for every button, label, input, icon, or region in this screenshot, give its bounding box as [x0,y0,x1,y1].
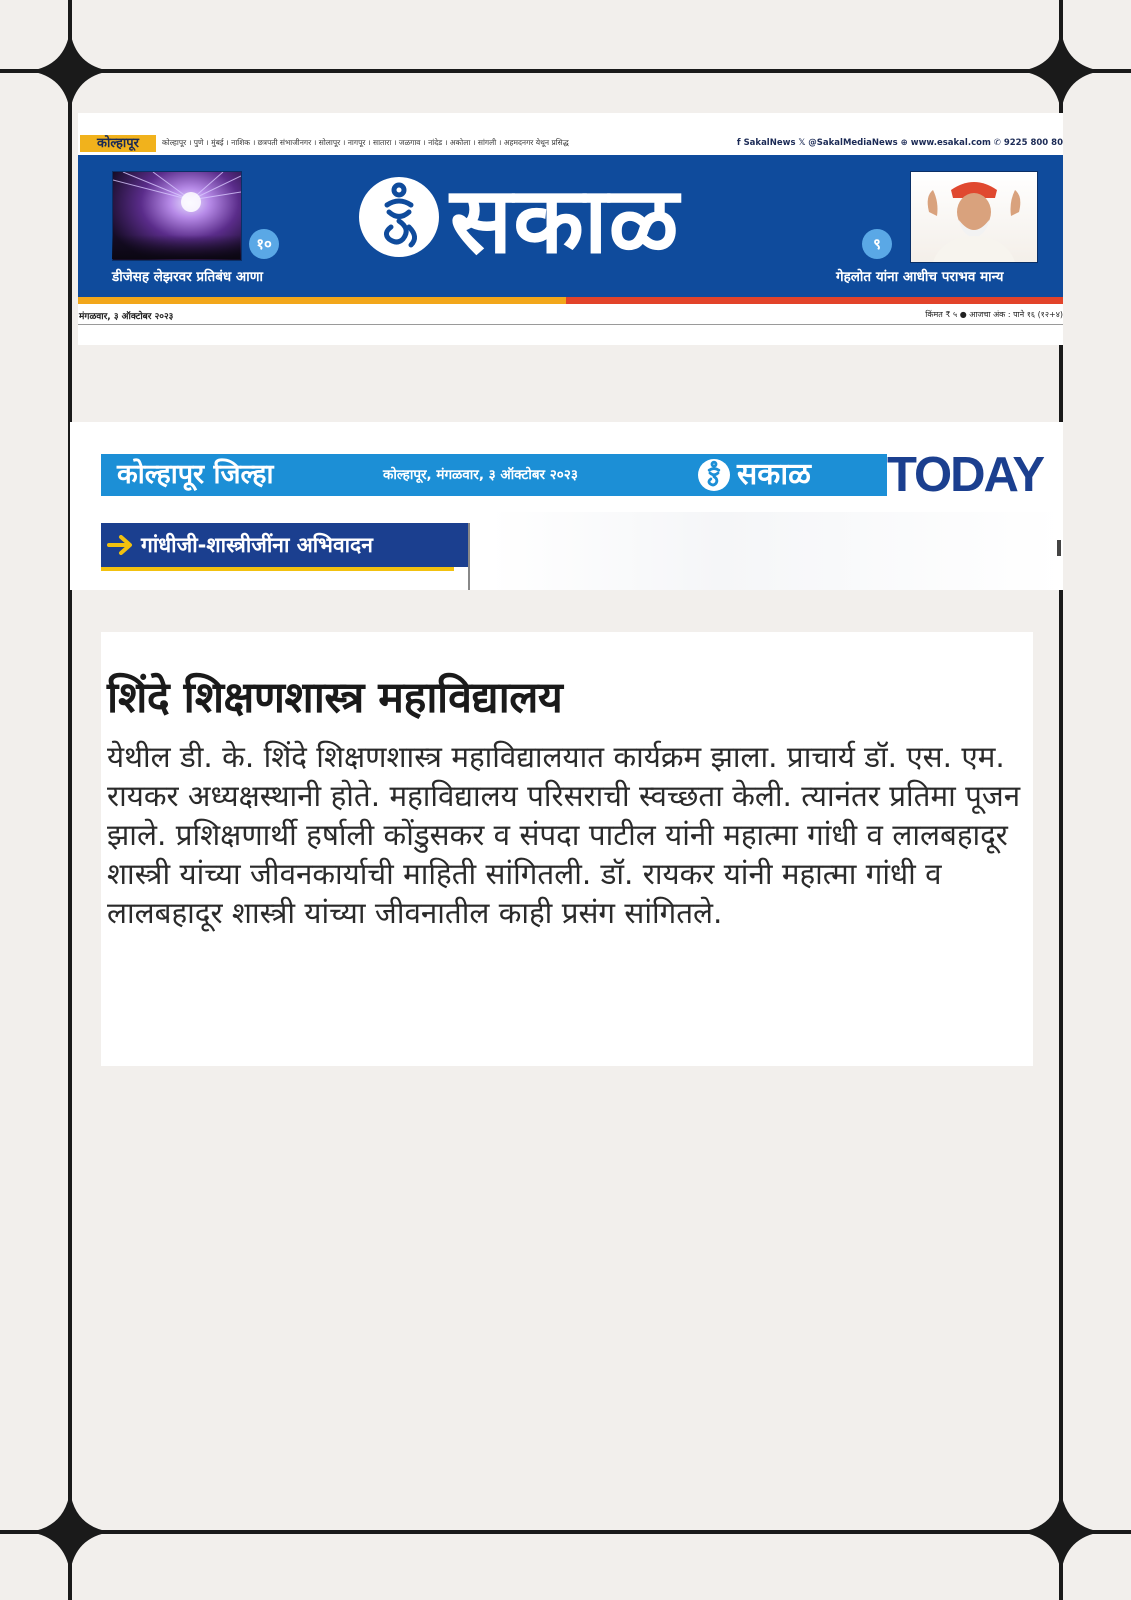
issue-date: मंगळवार, ३ ऑक्टोबर २०२३ [79,312,174,322]
today-wordmark: TODAY [887,448,1044,502]
newspaper-logo: सकाळ [450,167,680,274]
section-brand-logo: सकाळ [737,457,811,492]
section-dateline: कोल्हापूर, मंगळवार, ३ ऑक्टोबर २०२३ [383,467,578,483]
story-tag-label: गांधीजी-शास्त्रीजींना अभिवादन [141,533,373,557]
teaser-left-page-badge: १० [249,229,279,259]
column-rule [468,523,470,590]
teaser-left-caption: डीजेसह लेझरवर प्रतिबंध आणा [112,269,263,285]
district-bar [101,454,887,496]
story-tag [101,523,469,567]
social-handles: f SakalNews 𝕏 @SakalMediaNews ⊕ www.esakal.com ✆ 9225 800 80 [736,138,1063,148]
teaser-right-page-badge: ९ [862,229,892,259]
star-icon [29,1491,111,1573]
edition-cities: कोल्हापूर । पुणे । मुंबई । नाशिक । छत्रपती संभाजीनगर । सोलापूर । नागपूर । सातारा । जळगाव । नांदेड । अकोला । सांगली । अहमदनगर येथून प्रसिद्ध [162,138,569,147]
newspaper-masthead [78,113,1063,345]
district-section-header [70,422,1063,590]
tag-underline [101,567,454,571]
star-icon [1020,30,1102,112]
arrow-right-icon [107,535,135,555]
masthead-banner [78,155,1063,297]
sakal-emblem-icon [359,177,439,257]
district-title: कोल्हापूर जिल्हा [117,459,274,490]
divider [78,324,1063,325]
accent-stripe-red [566,297,1063,304]
star-icon [29,30,111,112]
article-headline: शिंदे शिक्षणशास्त्र महाविद्यालय [107,673,563,723]
news-article [101,632,1033,1066]
crowd-silhouette [112,235,240,259]
article-body: येथील डी. के. शिंदे शिक्षणशास्त्र महाविद्यालयात कार्यक्रम झाला. प्राचार्य डॉ. एस. एम. रायकर अध्यक्षस्थानी होते. महाविद्यालय परिसराची स्वच्छता केली. त्यानंतर प्रतिमा पूजन झाले. प्रशिक्षणार्थी हर्षाली कोंडुसकर व संपदा पाटील यांनी महात्मा गांधी व लालबहादूर शास्त्री यांच्या जीवनकार्याची माहिती सांगितली. डॉ. रायकर यांनी महात्मा गांधी व लालबहादूर शास्त्री यांच्या जीवनातील काही प्रसंग सांगितले. [107,740,1021,930]
accent-stripe-yellow [78,297,566,304]
leader-portrait-photo [910,171,1038,263]
star-icon [1020,1491,1102,1573]
edition-label: कोल्हापूर [80,135,156,152]
issue-price: किंमत ₹ ५ ● आजचा अंक : पाने १६ (१२+४) [925,310,1063,319]
faded-background [490,512,1063,590]
teaser-right-caption: गेहलोत यांना आधीच पराभव मान्य [836,269,1004,285]
edge-mark [1057,540,1061,556]
masthead-topbar [78,135,1063,153]
sakal-emblem-small-icon [698,459,730,491]
